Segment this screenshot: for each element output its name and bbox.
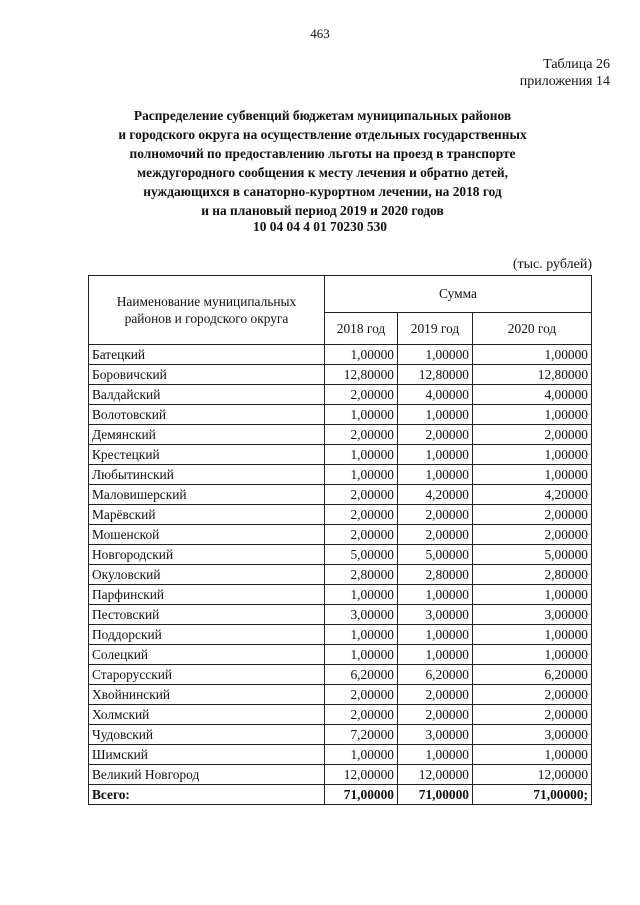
value-2018: 1,00000 <box>325 445 398 465</box>
value-2018: 7,20000 <box>325 725 398 745</box>
value-2020: 12,80000 <box>473 365 592 385</box>
header-year-2019: 2019 год <box>398 313 473 345</box>
value-2020: 12,00000 <box>473 765 592 785</box>
district-name: Новгородский <box>89 545 325 565</box>
district-name: Поддорский <box>89 625 325 645</box>
table-reference <box>520 56 610 90</box>
value-2018: 1,00000 <box>325 585 398 605</box>
table-row <box>89 745 592 765</box>
table-row <box>89 565 592 585</box>
document-title <box>95 106 550 220</box>
table-number: Таблица 26 <box>543 57 610 72</box>
value-2019: 1,00000 <box>398 645 473 665</box>
table-row <box>89 505 592 525</box>
value-2018: 1,00000 <box>325 465 398 485</box>
value-2019: 1,00000 <box>398 745 473 765</box>
value-2020: 3,00000 <box>473 725 592 745</box>
district-name: Волотовский <box>89 405 325 425</box>
title-line: полномочий по предоставлению льготы на проезд в транспорте <box>129 146 516 161</box>
value-2019: 2,00000 <box>398 425 473 445</box>
value-2018: 1,00000 <box>325 645 398 665</box>
district-name: Великий Новгород <box>89 765 325 785</box>
table-row <box>89 585 592 605</box>
total-2018: 71,00000 <box>325 785 398 805</box>
table-row <box>89 405 592 425</box>
title-line: и городского округа на осуществление отдельных государственных <box>118 127 527 142</box>
value-2020: 1,00000 <box>473 345 592 365</box>
value-2019: 1,00000 <box>398 465 473 485</box>
appendix-number: приложения 14 <box>519 74 610 89</box>
table-row <box>89 385 592 405</box>
value-2019: 1,00000 <box>398 345 473 365</box>
table-row <box>89 605 592 625</box>
value-2020: 1,00000 <box>473 465 592 485</box>
table-row <box>89 725 592 745</box>
value-2018: 6,20000 <box>325 665 398 685</box>
value-2019: 1,00000 <box>398 585 473 605</box>
title-line: и на плановый период 2019 и 2020 годов <box>201 203 444 218</box>
value-2020: 5,00000 <box>473 545 592 565</box>
district-name: Шимский <box>89 745 325 765</box>
value-2019: 2,00000 <box>398 505 473 525</box>
value-2020: 1,00000 <box>473 585 592 605</box>
page-number: 463 <box>310 26 330 41</box>
value-2020: 2,00000 <box>473 425 592 445</box>
table-row <box>89 345 592 365</box>
value-2018: 2,00000 <box>325 505 398 525</box>
district-name: Боровичский <box>89 365 325 385</box>
value-2019: 2,80000 <box>398 565 473 585</box>
district-name: Батецкий <box>89 345 325 365</box>
value-2018: 2,00000 <box>325 425 398 445</box>
value-2019: 4,20000 <box>398 485 473 505</box>
table-row <box>89 365 592 385</box>
units-label: (тыс. рублей) <box>512 257 592 272</box>
value-2018: 2,00000 <box>325 525 398 545</box>
value-2019: 1,00000 <box>398 405 473 425</box>
value-2018: 3,00000 <box>325 605 398 625</box>
value-2019: 1,00000 <box>398 625 473 645</box>
district-name: Пестовский <box>89 605 325 625</box>
value-2020: 2,00000 <box>473 705 592 725</box>
table-row <box>89 625 592 645</box>
header-year-2020: 2020 год <box>473 313 592 345</box>
title-line: междугородного сообщения к месту лечения и обратно детей, <box>137 165 508 180</box>
table-row <box>89 485 592 505</box>
table-row <box>89 765 592 785</box>
district-name: Марёвский <box>89 505 325 525</box>
district-name: Старорусский <box>89 665 325 685</box>
district-name: Парфинский <box>89 585 325 605</box>
table-row <box>89 425 592 445</box>
value-2018: 1,00000 <box>325 405 398 425</box>
value-2018: 2,00000 <box>325 485 398 505</box>
table-body <box>89 345 592 805</box>
value-2018: 2,00000 <box>325 685 398 705</box>
district-name: Холмский <box>89 705 325 725</box>
subsidy-table <box>88 275 592 805</box>
district-name: Валдайский <box>89 385 325 405</box>
total-label: Всего: <box>89 785 325 805</box>
table-row <box>89 545 592 565</box>
value-2020: 3,00000 <box>473 605 592 625</box>
district-name: Чудовский <box>89 725 325 745</box>
total-2020: 71,00000; <box>473 785 592 805</box>
value-2020: 1,00000 <box>473 405 592 425</box>
value-2019: 3,00000 <box>398 605 473 625</box>
header-name-column: Наименование муниципальных районов и городского округа <box>89 276 325 345</box>
title-line: Распределение субвенций бюджетам муниципальных районов <box>133 108 512 123</box>
table-row <box>89 705 592 725</box>
value-2019: 6,20000 <box>398 665 473 685</box>
table-row <box>89 665 592 685</box>
value-2020: 4,00000 <box>473 385 592 405</box>
value-2020: 2,00000 <box>473 505 592 525</box>
value-2019: 3,00000 <box>398 725 473 745</box>
value-2019: 12,80000 <box>398 365 473 385</box>
header-year-2018: 2018 год <box>325 313 398 345</box>
value-2018: 2,00000 <box>325 705 398 725</box>
district-name: Маловишерский <box>89 485 325 505</box>
district-name: Окуловский <box>89 565 325 585</box>
value-2018: 5,00000 <box>325 545 398 565</box>
value-2019: 2,00000 <box>398 705 473 725</box>
budget-classification-code: 10 04 04 4 01 70230 530 <box>253 219 387 234</box>
district-name: Мошенской <box>89 525 325 545</box>
district-name: Любытинский <box>89 465 325 485</box>
value-2018: 2,80000 <box>325 565 398 585</box>
value-2019: 2,00000 <box>398 685 473 705</box>
value-2020: 1,00000 <box>473 645 592 665</box>
value-2020: 4,20000 <box>473 485 592 505</box>
table-row <box>89 685 592 705</box>
value-2018: 12,00000 <box>325 765 398 785</box>
value-2019: 4,00000 <box>398 385 473 405</box>
district-name: Крестецкий <box>89 445 325 465</box>
header-sum: Сумма <box>325 276 592 313</box>
value-2020: 1,00000 <box>473 745 592 765</box>
value-2019: 12,00000 <box>398 765 473 785</box>
table-row <box>89 645 592 665</box>
district-name: Солецкий <box>89 645 325 665</box>
value-2020: 1,00000 <box>473 445 592 465</box>
table-row <box>89 445 592 465</box>
total-2019: 71,00000 <box>398 785 473 805</box>
value-2018: 1,00000 <box>325 345 398 365</box>
value-2020: 2,80000 <box>473 565 592 585</box>
value-2018: 2,00000 <box>325 385 398 405</box>
value-2019: 1,00000 <box>398 445 473 465</box>
table-row <box>89 465 592 485</box>
value-2018: 1,00000 <box>325 625 398 645</box>
district-name: Демянский <box>89 425 325 445</box>
value-2019: 5,00000 <box>398 545 473 565</box>
value-2020: 2,00000 <box>473 525 592 545</box>
title-line: нуждающихся в санаторно-курортном лечении, на 2018 год <box>143 184 502 199</box>
value-2020: 2,00000 <box>473 685 592 705</box>
value-2018: 1,00000 <box>325 745 398 765</box>
value-2020: 6,20000 <box>473 665 592 685</box>
value-2019: 2,00000 <box>398 525 473 545</box>
value-2018: 12,80000 <box>325 365 398 385</box>
district-name: Хвойнинский <box>89 685 325 705</box>
value-2020: 1,00000 <box>473 625 592 645</box>
table-row <box>89 525 592 545</box>
total-row <box>89 785 592 805</box>
